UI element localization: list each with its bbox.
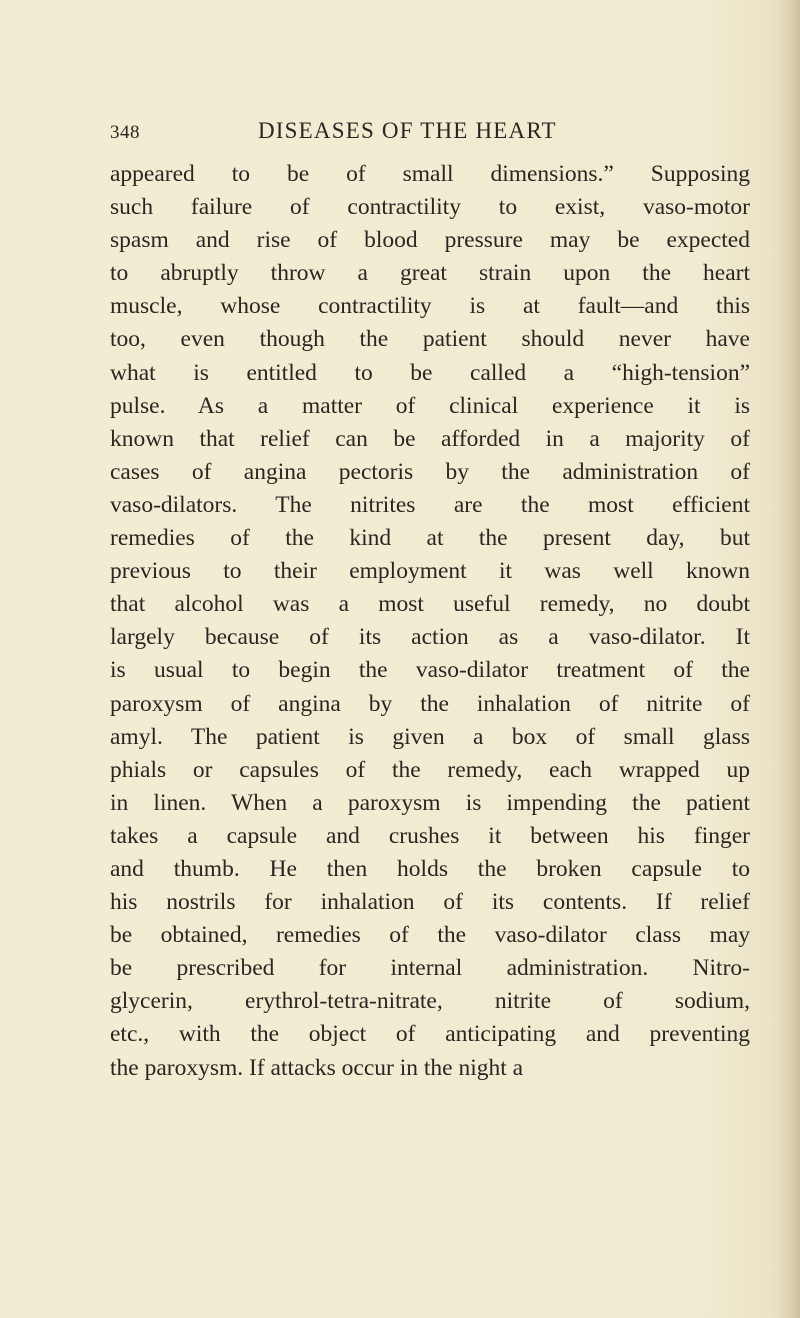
text-line: be obtained, remedies of the vaso-dilator class may [110, 922, 750, 949]
page-edge-shadow [778, 0, 800, 1318]
text-line: that alcohol was a most useful remedy, no doubt [110, 591, 750, 618]
text-line: the paroxysm. If attacks occur in the night a [110, 1054, 524, 1081]
text-line: previous to their employment it was well known [110, 558, 750, 585]
text-line: pulse. As a matter of clinical experience it is [110, 392, 750, 419]
text-line: in linen. When a paroxysm is impending the patient [110, 789, 750, 816]
text-line: vaso-dilators. The nitrites are the most efficient [110, 491, 750, 518]
text-line: what is entitled to be called a “high-tension” [110, 359, 750, 386]
body-text [110, 158, 750, 1085]
text-line: phials or capsules of the remedy, each wrapped up [110, 756, 750, 783]
text-line: largely because of its action as a vaso-dilator. It [110, 624, 750, 651]
running-head [0, 118, 800, 148]
text-line: glycerin, erythrol-tetra-nitrate, nitrite of sodium, [110, 988, 750, 1015]
text-line: takes a capsule and crushes it between his finger [110, 822, 750, 849]
page-number: 348 [110, 122, 140, 143]
text-line: be prescribed for internal administration. Nitro- [110, 955, 750, 982]
text-line: such failure of contractility to exist, vaso-motor [110, 194, 750, 221]
text-line: and thumb. He then holds the broken capsule to [110, 855, 750, 882]
text-line: to abruptly throw a great strain upon the heart [110, 260, 750, 287]
text-line: is usual to begin the vaso-dilator treatment of the [110, 657, 750, 684]
text-line: etc., with the object of anticipating and preventing [110, 1021, 750, 1048]
text-line: spasm and rise of blood pressure may be expected [110, 227, 750, 254]
text-line: amyl. The patient is given a box of small glass [110, 723, 750, 750]
text-line: remedies of the kind at the present day, but [110, 525, 750, 552]
text-line: paroxysm of angina by the inhalation of nitrite of [110, 690, 750, 717]
text-line: appeared to be of small dimensions.” Supposing [110, 161, 750, 187]
running-head-title: DISEASES OF THE HEART [258, 118, 557, 143]
text-line: his nostrils for inhalation of its contents. If relief [110, 889, 750, 916]
text-line: cases of angina pectoris by the administration of [110, 458, 750, 485]
text-line: known that relief can be afforded in a majority of [110, 425, 750, 452]
text-line: muscle, whose contractility is at fault—and this [110, 293, 750, 320]
text-line: too, even though the patient should never have [110, 326, 750, 353]
